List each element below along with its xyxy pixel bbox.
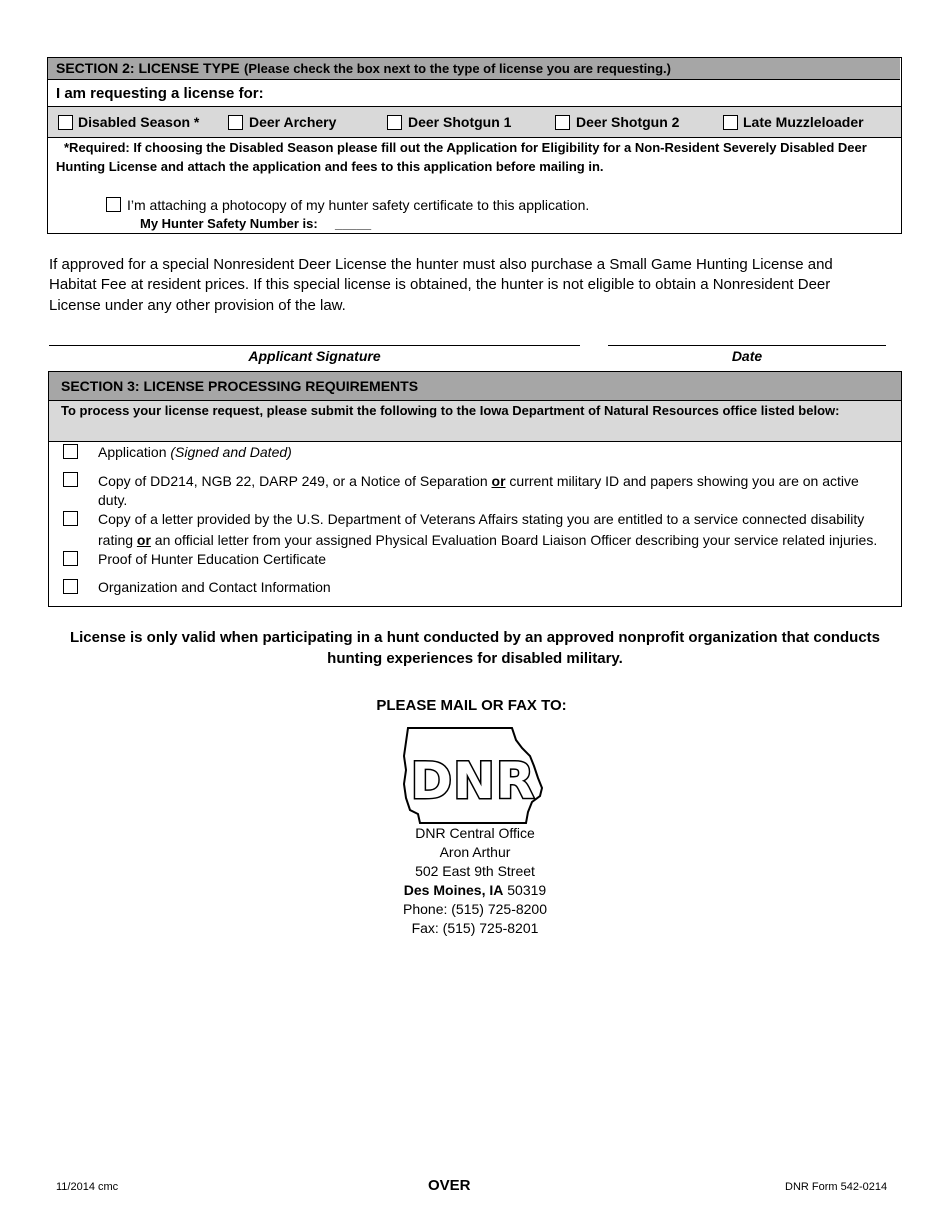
checkbox-military-docs[interactable] bbox=[63, 472, 78, 487]
requirement-hunter-education: Proof of Hunter Education Certificate bbox=[98, 551, 327, 567]
checkbox-deer-archery[interactable] bbox=[228, 115, 243, 130]
notice-line2: Habitat Fee at resident prices. If this special license is obtained, the hunter is not eligible to obtain a Nonresident Deer bbox=[49, 276, 831, 293]
footer-left: 11/2014 cmc bbox=[56, 1181, 119, 1193]
address-phone: Phone: (515) 725-8200 bbox=[403, 901, 547, 917]
notice-line1: If approved for a special Nonresident Deer License the hunter must also purchase a Small Game Hunting License and bbox=[49, 256, 833, 273]
date-label: Date bbox=[731, 348, 763, 364]
dnr-logo-text: DNR bbox=[410, 752, 536, 810]
date-line[interactable] bbox=[608, 345, 886, 346]
requirement-organization: Organization and Contact Information bbox=[98, 579, 331, 595]
address-city: Des Moines, IA 50319 bbox=[403, 882, 547, 898]
option-label-late-muzzleloader: Late Muzzleloader bbox=[743, 114, 864, 130]
safety-number-label: My Hunter Safety Number is: bbox=[140, 216, 318, 231]
requirement-va-letter-line1: Copy of a letter provided by the U.S. Department of Veterans Affairs stating you are entitled to a service connected disability bbox=[98, 511, 865, 527]
option-label-deer-archery: Deer Archery bbox=[249, 114, 337, 130]
checkbox-application[interactable] bbox=[63, 444, 78, 459]
requirement-application: Application (Signed and Dated) bbox=[98, 444, 292, 460]
checkbox-organization[interactable] bbox=[63, 579, 78, 594]
requirement-military-docs-line1: Copy of DD214, NGB 22, DARP 249, or a Notice of Separation or current military ID and papers showing you are on active bbox=[98, 473, 859, 489]
safety-number-field[interactable]: _____ bbox=[335, 216, 372, 231]
checkbox-va-letter[interactable] bbox=[63, 511, 78, 526]
mail-heading: PLEASE MAIL OR FAX TO: bbox=[376, 697, 567, 714]
applicant-signature-line[interactable] bbox=[49, 345, 580, 346]
checkbox-hunter-education[interactable] bbox=[63, 551, 78, 566]
address-street: 502 East 9th Street bbox=[415, 863, 535, 879]
request-label: I am requesting a license for: bbox=[56, 85, 264, 102]
section3-title: SECTION 3: LICENSE PROCESSING REQUIREMENTS bbox=[61, 378, 419, 394]
notice-line3: License under any other provision of the law. bbox=[49, 297, 346, 314]
required-note-line1: *Required: If choosing the Disabled Season please fill out the Application for Eligibility for a Non-Resident Severely Disabled Deer bbox=[64, 140, 867, 155]
divider bbox=[48, 137, 901, 138]
option-label-deer-shotgun-1: Deer Shotgun 1 bbox=[408, 114, 512, 130]
footer-over: OVER bbox=[428, 1177, 471, 1194]
requirement-va-letter-line2: rating or an official letter from your assigned Physical Evaluation Board Liaison Officer describing your service related injuries. bbox=[98, 532, 878, 548]
validity-line1: License is only valid when participating in a hunt conducted by an approved nonprofit organization that conducts bbox=[69, 629, 881, 646]
section2-title: SECTION 2: LICENSE TYPE (Please check the box next to the type of license you are requesting.) bbox=[56, 60, 672, 76]
section3-intro: To process your license request, please submit the following to the Iowa Department of Natural Resources office listed below: bbox=[61, 403, 840, 418]
required-note-line2: Hunting License and attach the application and fees to this application before mailing in. bbox=[56, 159, 604, 174]
applicant-signature-label: Applicant Signature bbox=[248, 348, 381, 364]
validity-line2: hunting experiences for disabled military. bbox=[327, 650, 623, 667]
address-office: DNR Central Office bbox=[415, 825, 535, 841]
checkbox-disabled-season[interactable] bbox=[58, 115, 73, 130]
requirement-military-docs-line2: duty. bbox=[98, 492, 128, 508]
address-fax: Fax: (515) 725-8201 bbox=[411, 920, 539, 936]
option-label-deer-shotgun-2: Deer Shotgun 2 bbox=[576, 114, 680, 130]
checkbox-late-muzzleloader[interactable] bbox=[723, 115, 738, 130]
address-attn: Aron Arthur bbox=[439, 844, 511, 860]
dnr-logo bbox=[400, 726, 550, 826]
attach-certificate-label: I’m attaching a photocopy of my hunter safety certificate to this application. bbox=[127, 197, 590, 213]
option-label-disabled-season: Disabled Season * bbox=[78, 114, 200, 130]
footer-form-number: DNR Form 542-0214 bbox=[785, 1181, 888, 1193]
checkbox-deer-shotgun-2[interactable] bbox=[555, 115, 570, 130]
checkbox-attach-certificate[interactable] bbox=[106, 197, 121, 212]
checkbox-deer-shotgun-1[interactable] bbox=[387, 115, 402, 130]
